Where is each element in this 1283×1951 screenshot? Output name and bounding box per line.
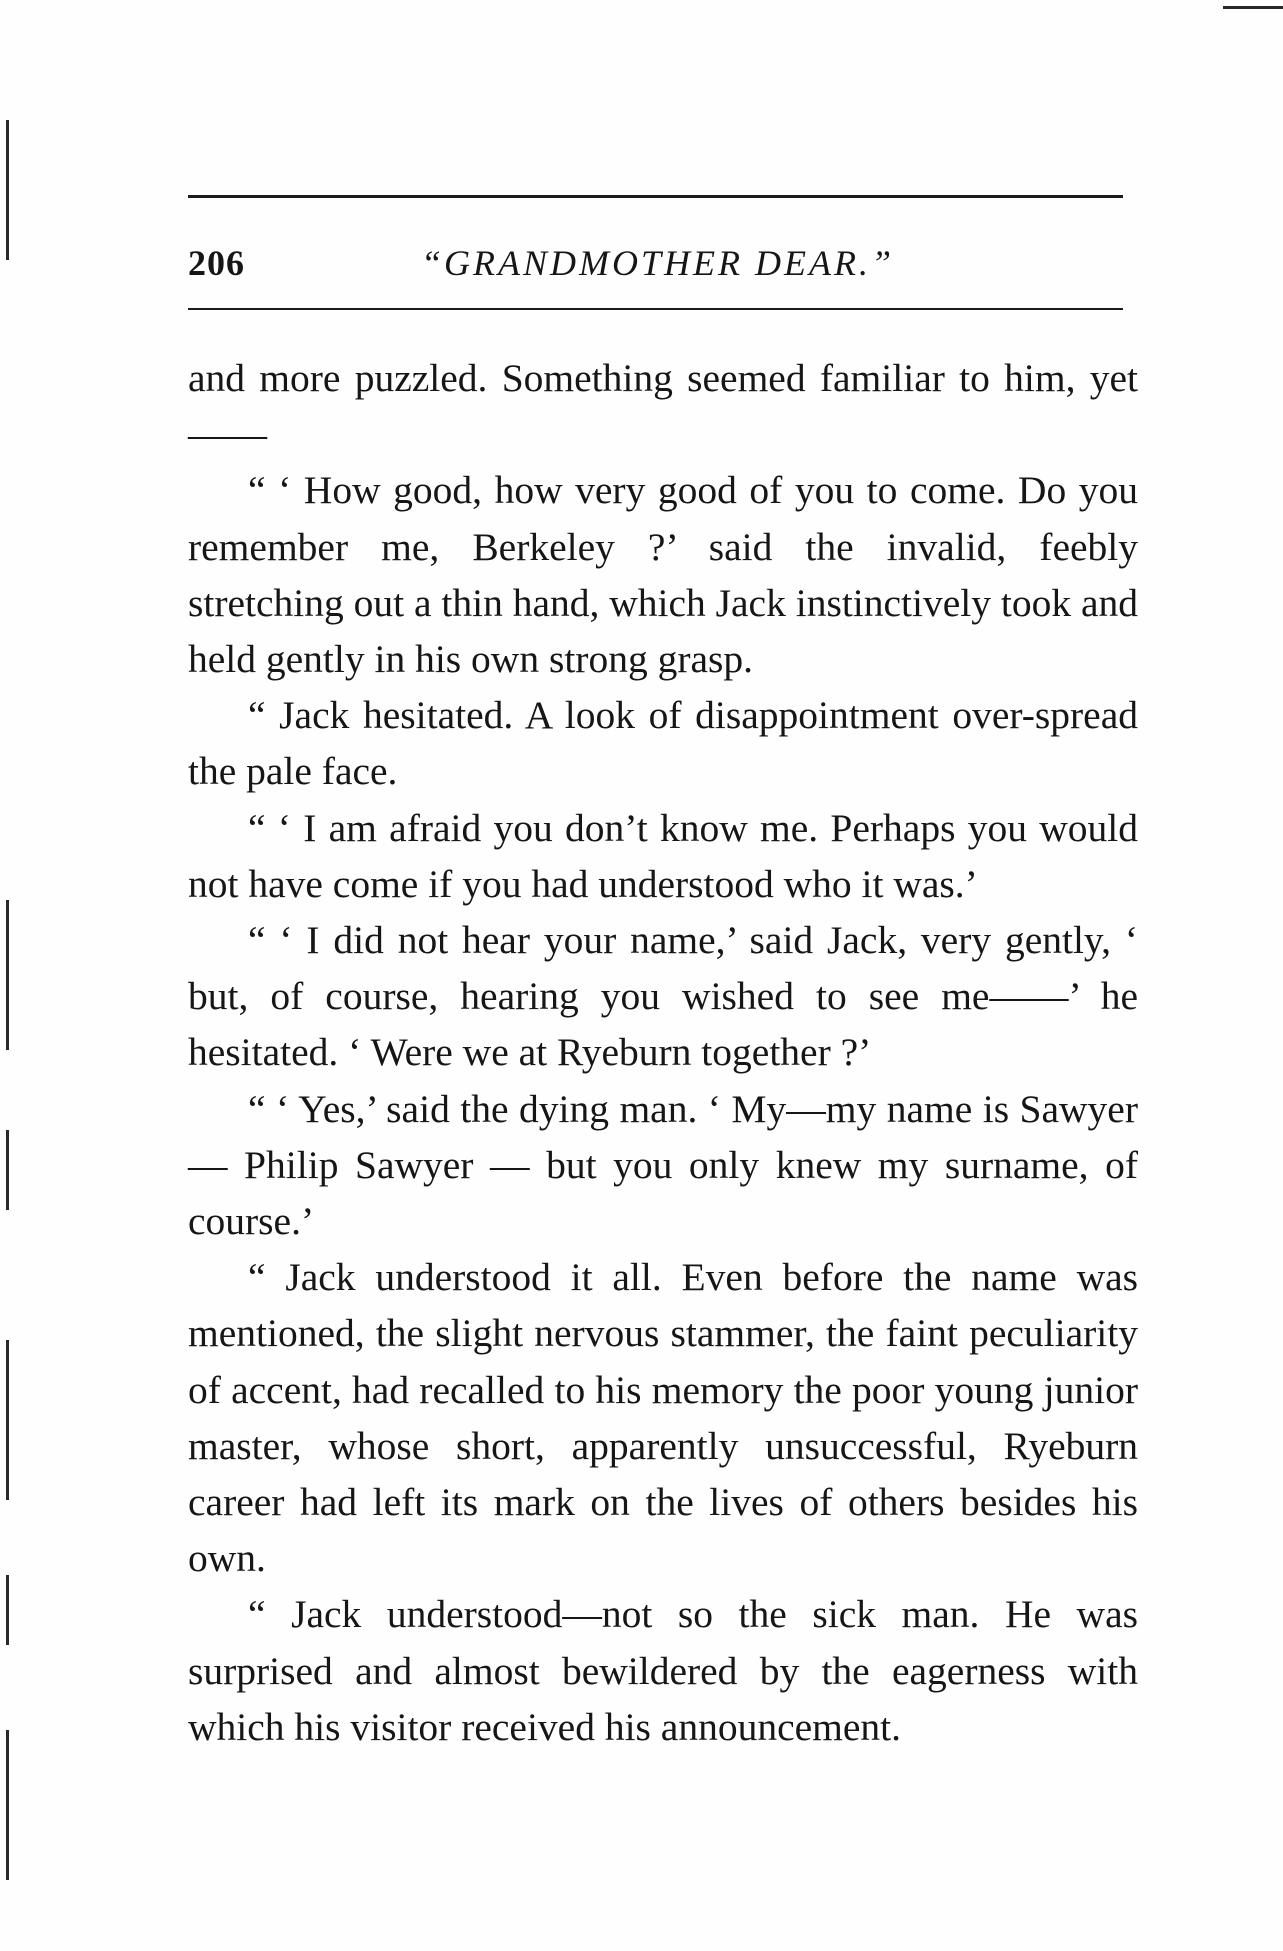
header-top-rule bbox=[188, 195, 1123, 198]
paragraph: “ Jack understood it all. Even before the name was mentioned, the slight nervous stammer, the faint peculiarity of accent, had recalled to his memory the poor young junior master, whose short, apparently unsuccessful, Ryeburn career had left its mark on the lives of others besides his own. bbox=[188, 1255, 1138, 1581]
scan-edge-mark bbox=[6, 1340, 9, 1500]
page-number: 206 bbox=[188, 243, 245, 283]
scan-edge-mark bbox=[6, 1730, 9, 1880]
paragraph: “ ‘ I am afraid you don’t know me. Perhaps you would not have come if you had understood who it was.’ bbox=[188, 805, 1138, 906]
scan-edge-mark bbox=[6, 1130, 9, 1210]
scan-edge-mark bbox=[6, 120, 9, 260]
scan-corner-mark bbox=[1223, 6, 1283, 9]
running-head: “GRANDMOTHER DEAR.” bbox=[421, 243, 894, 283]
paragraph: “ Jack hesitated. A look of disappointment over-spread the pale face. bbox=[188, 693, 1138, 794]
paragraph: “ Jack understood—not so the sick man. He was surprised and almost bewildered by the eagerness with which his visitor received his announcement. bbox=[188, 1592, 1138, 1749]
paragraph: “ ‘ Yes,’ said the dying man. ‘ My—my name is Sawyer — Philip Sawyer — but you only knew my surname, of course.’ bbox=[188, 1086, 1138, 1244]
header-bottom-rule bbox=[188, 308, 1123, 310]
scan-edge-mark bbox=[6, 900, 9, 1050]
paragraph: and more puzzled. Something seemed familiar to him, yet—— bbox=[188, 356, 1138, 457]
page-header bbox=[188, 232, 1123, 292]
scan-edge-mark bbox=[6, 1575, 9, 1645]
paragraph: “ ‘ I did not hear your name,’ said Jack, very gently, ‘ but, of course, hearing you wished to see me——’ he hesitated. ‘ Were we at Ryeburn together ?’ bbox=[188, 918, 1138, 1075]
paragraph: “ ‘ How good, how very good of you to come. Do you remember me, Berkeley ?’ said the invalid, feebly stretching out a thin hand, which Jack instinctively took and held gently in his own strong grasp. bbox=[188, 468, 1139, 682]
body-text bbox=[188, 350, 1138, 1755]
